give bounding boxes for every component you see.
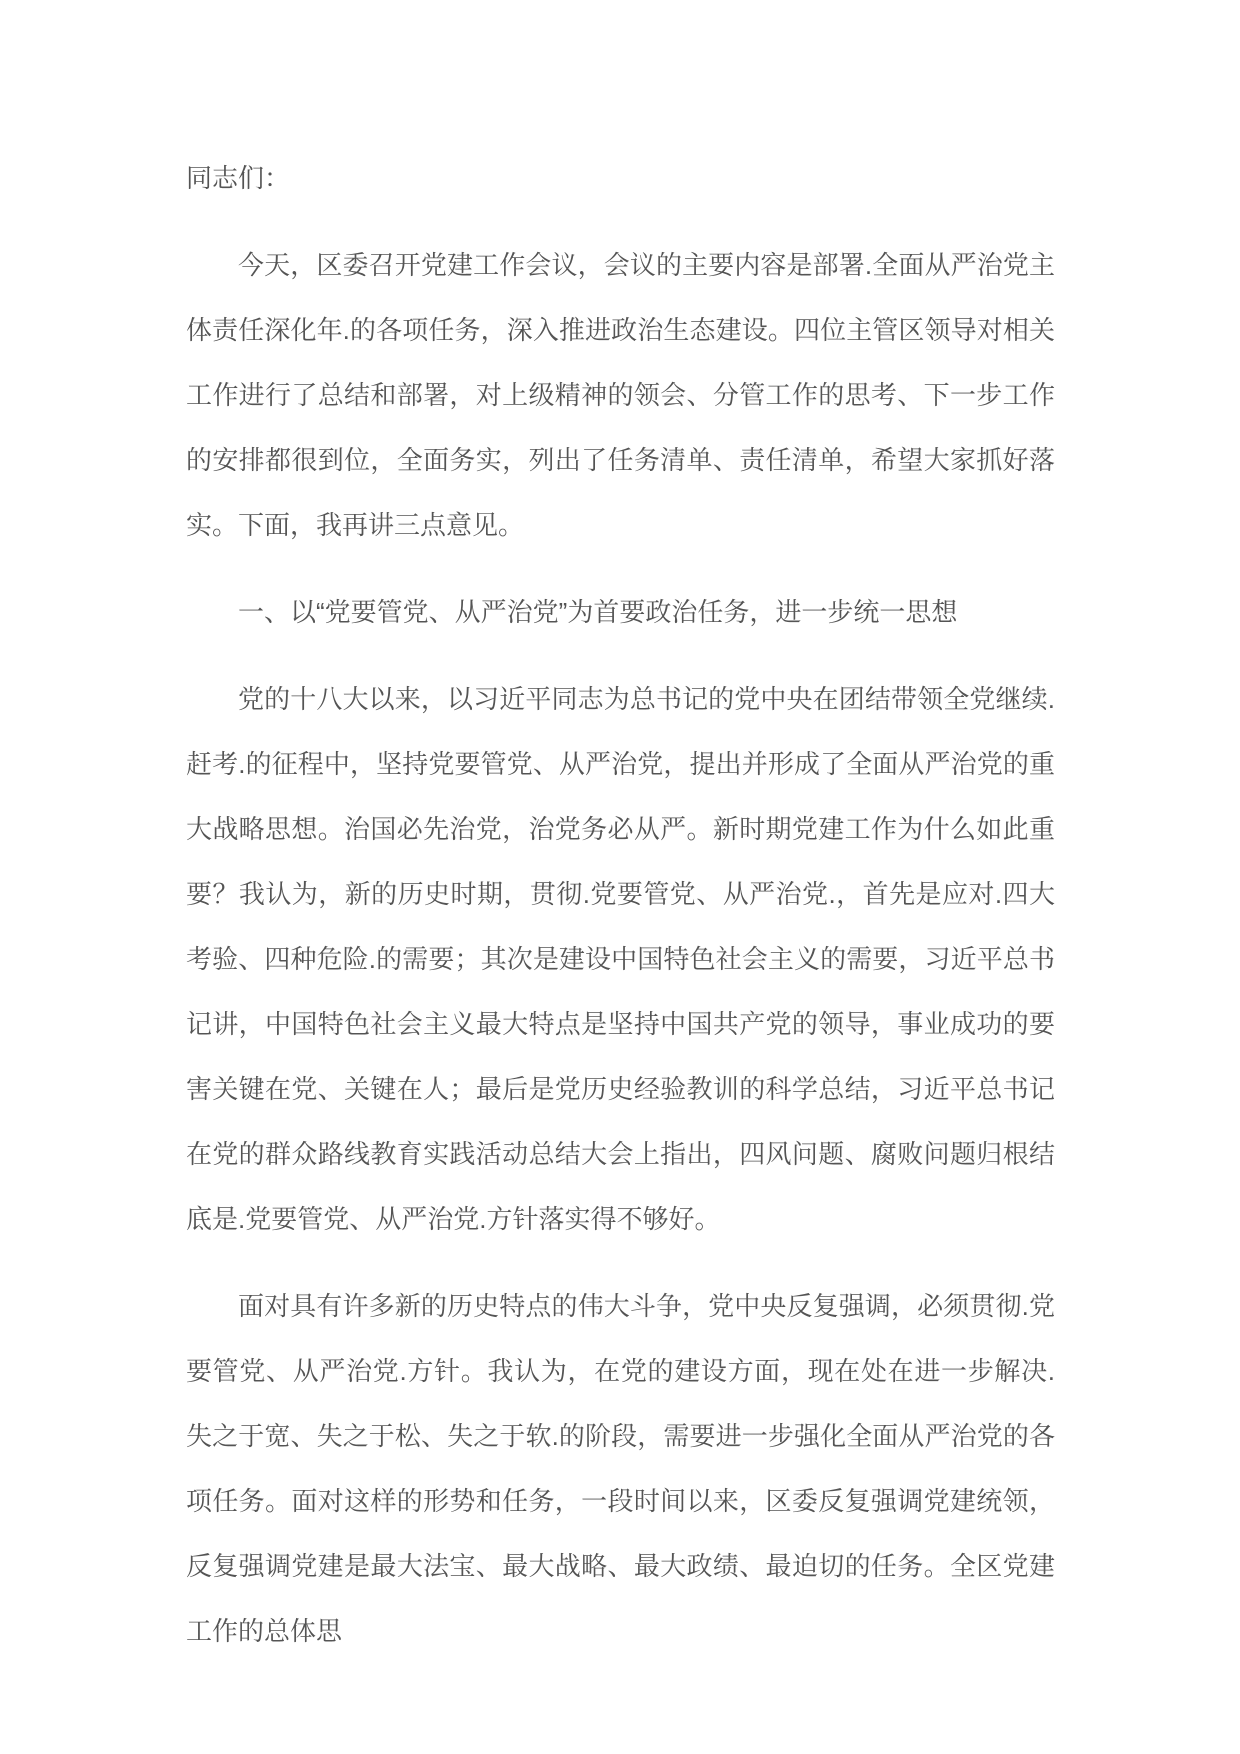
salutation: 同志们：	[186, 163, 291, 193]
paragraph-section1-b: 面对具有许多新的历史特点的伟大斗争，党中央反复强调，必须贯彻.党要管党、从严治党.方针。我认为，在党的建设方面，现在处在进一步解决.失之于宽、失之于松、失之于软.的阶段，需要进一步强化全面从严治党的各项任务。面对这样的形势和任务，一段时间以来，区委反复强调党建统领，反复强调党建是最大法宝、最大战略、最大政绩、最迫切的任务。全区党建工作的总体思	[186, 1291, 1055, 1646]
section-heading-1: 一、以“党要管党、从严治党”为首要政治任务，进一步统一思想	[238, 597, 958, 627]
paragraph-section1-a: 党的十八大以来，以习近平同志为总书记的党中央在团结带领全党继续.赶考.的征程中，坚持党要管党、从严治党，提出并形成了全面从严治党的重大战略思想。治国必先治党，治党务必从严。新时期党建工作为什么如此重要？我认为，新的历史时期，贯彻.党要管党、从严治党.，首先是应对.四大考验、四种危险.的需要；其次是建设中国特色社会主义的需要，习近平总书记讲，中国特色社会主义最大特点是坚持中国共产党的领导，事业成功的要害关键在党、关键在人；最后是党历史经验教训的科学总结，习近平总书记在党的群众路线教育实践活动总结大会上指出，四风问题、腐败问题归根结底是.党要管党、从严治党.方针落实得不够好。	[186, 684, 1055, 1234]
paragraph-intro: 今天，区委召开党建工作会议，会议的主要内容是部署.全面从严治党主体责任深化年.的各项任务，深入推进政治生态建设。四位主管区领导对相关工作进行了总结和部署，对上级精神的领会、分管工作的思考、下一步工作的安排都很到位，全面务实，列出了任务清单、责任清单，希望大家抓好落实。下面，我再讲三点意见。	[186, 250, 1055, 540]
